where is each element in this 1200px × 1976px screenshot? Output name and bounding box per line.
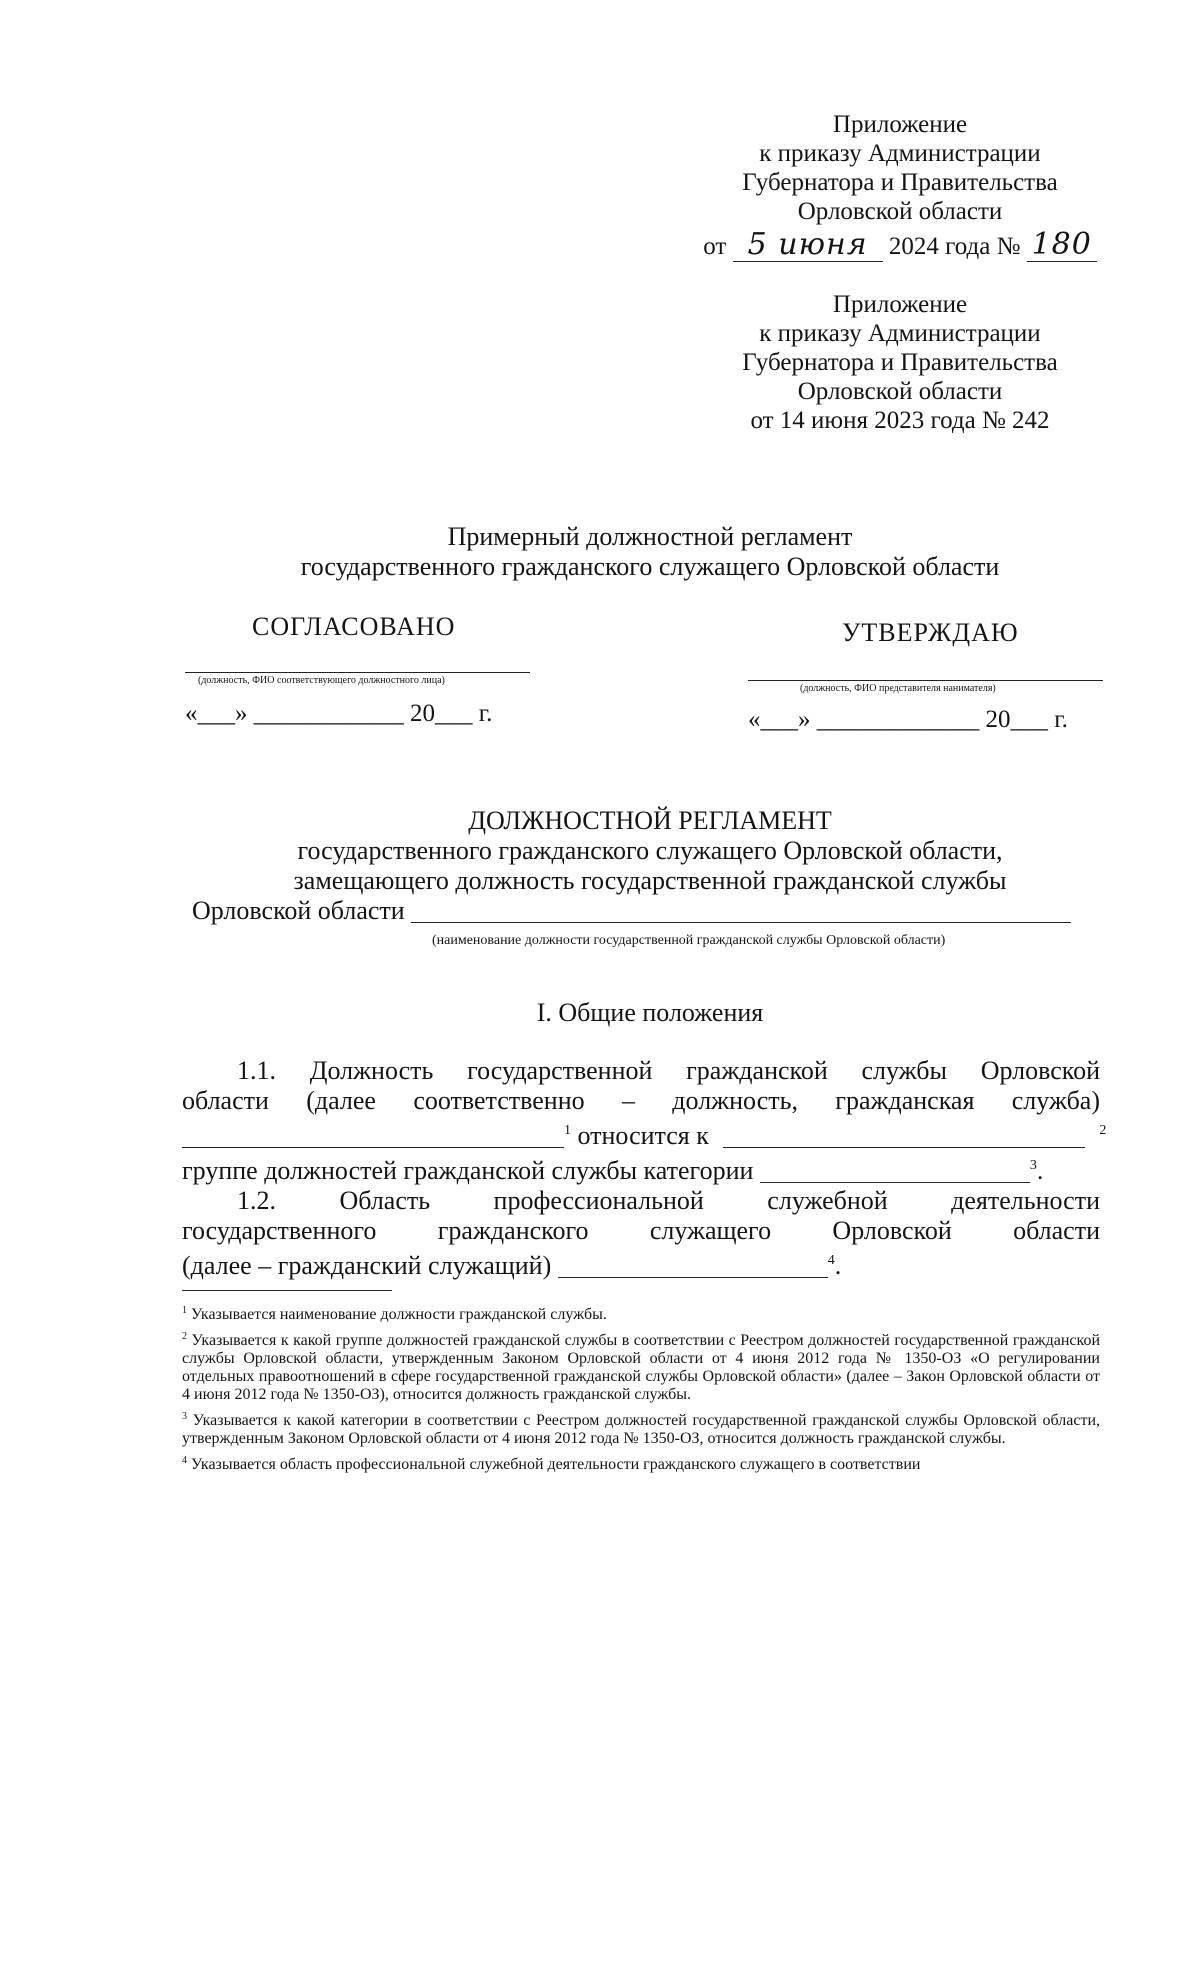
footnote-4-text: Указывается область профессиональной служебной деятельности гражданского служащего в соответствии: [191, 1456, 921, 1473]
reglament-title: ДОЛЖНОСТНОЙ РЕГЛАМЕНТ: [468, 806, 832, 835]
reglament-line1: государственного гражданского служащего Орловской области,: [297, 836, 1003, 865]
footnote-3-num: 3: [182, 1411, 187, 1422]
footnote-ref-2: 2: [1099, 1123, 1107, 1138]
reglament-line3-prefix: Орловской области: [192, 896, 405, 925]
signed-date: 5 июня: [747, 227, 868, 262]
footnote-separator: [182, 1290, 392, 1291]
footnote-1-num: 1: [182, 1305, 187, 1316]
position-caption: (наименование должности государственной гражданской службы Орловской области): [432, 933, 946, 948]
footnote-2: [182, 1328, 1100, 1404]
handwritten-number: [1027, 227, 1097, 262]
appendix-old-line3: Губернатора и Правительства: [742, 349, 1058, 376]
footnote-2-text: Указывается к какой группе должностей гражданской службы в соответствии с Реестром должностей государственной гражданской службы Орловской области, утвержденным Законом Орловской области от 4 июня 2012 года № 1350-ОЗ «О регулировании отдельных правоотношений в сфере государственной гражданской службы Орловской области» (далее – Закон Орловской области от 4 июня 2012 года № 1350-ОЗ), относится должность гражданской службы.: [182, 1332, 1100, 1403]
footnote-ref-4: 4: [827, 1253, 835, 1268]
p1-row3: [182, 1116, 1107, 1151]
p2-row3-text: (далее – гражданский служащий): [182, 1251, 552, 1280]
appendix-new-block: [640, 110, 1160, 262]
agreed-signature-line: [185, 672, 530, 673]
signed-number: 180: [1031, 227, 1092, 262]
doc-title-line1: Примерный должностной регламент: [447, 522, 853, 551]
section-body: [182, 1056, 1107, 1281]
p2-row3: (далее – гражданский служащий) $^4$.: [182, 1251, 842, 1280]
footnote-1: [182, 1302, 1100, 1324]
footnote-4: [182, 1452, 1100, 1474]
reglament-block: [50, 806, 1200, 896]
agreed-date-line: «___» ____________ 20___ г.: [185, 700, 493, 727]
agreed-heading: СОГЛАСОВАНО: [252, 612, 456, 641]
handwritten-date: [733, 227, 883, 262]
p1-row4: группе должностей гражданской службы категории $^3$.: [182, 1156, 1044, 1185]
p1-row1: 1.1. Должность государственной гражданской службы Орловской: [237, 1056, 1100, 1085]
doc-title: [50, 522, 1200, 582]
appendix-old-line1: Приложение: [832, 291, 968, 318]
appendix-old-line2: к приказу Администрации: [759, 320, 1041, 347]
section-heading: I. Общие положения: [536, 998, 764, 1027]
footnote-ref-1: 1: [564, 1123, 571, 1138]
group-blank: [723, 1125, 1085, 1148]
category-blank: [760, 1160, 1030, 1183]
p1-row3-mid: относится к: [577, 1121, 709, 1150]
footnote-2-num: 2: [182, 1331, 187, 1342]
appendix-old-line5: от 14 июня 2023 года № 242: [750, 407, 1050, 434]
p2-row2: государственного гражданского служащего Орловской области: [182, 1216, 1100, 1245]
date-prefix: от: [703, 233, 727, 260]
p1-row2: области (далее соответственно – должность, гражданская служба): [182, 1086, 1100, 1115]
appendix-new-date-line: [640, 227, 1160, 262]
approve-heading: УТВЕРЖДАЮ: [842, 618, 1019, 647]
approve-caption: (должность, ФИО представителя нанимателя): [800, 683, 996, 694]
activity-area-blank: [558, 1255, 828, 1278]
footnotes-block: [182, 1302, 1100, 1478]
p1-row4-text: группе должностей гражданской службы категории: [182, 1156, 754, 1185]
approve-signature-line: [748, 680, 1103, 681]
appendix-old-block: [640, 290, 1160, 435]
position-name-blank: [411, 900, 1071, 923]
appendix-new-line3: Губернатора и Правительства: [742, 169, 1058, 196]
footnote-ref-3: 3: [1029, 1158, 1037, 1173]
appendix-new-line1: Приложение: [832, 111, 968, 138]
position-blank-1: [182, 1125, 564, 1148]
footnote-4-num: 4: [182, 1455, 187, 1466]
reglament-line3: [192, 896, 1071, 926]
agreed-caption: (должность, ФИО соответствующего должностного лица): [198, 675, 445, 686]
doc-title-line2: государственного гражданского служащего Орловской области: [300, 552, 1000, 581]
footnote-3: [182, 1408, 1100, 1448]
p2-row1: 1.2. Область профессиональной служебной деятельности: [237, 1186, 1100, 1215]
appendix-new-line4: Орловской области: [797, 198, 1003, 225]
appendix-new-line2: к приказу Администрации: [759, 140, 1041, 167]
footnote-3-text: Указывается к какой категории в соответствии с Реестром должностей государственной гражданской службы Орловской области, утвержденным Законом Орловской области от 4 июня 2012 года № 1350-ОЗ, относится должность гражданской службы.: [182, 1412, 1101, 1447]
footnote-1-text: Указывается наименование должности гражданской службы.: [191, 1306, 607, 1323]
reglament-line2: замещающего должность государственной гражданской службы: [293, 866, 1007, 895]
year-text: 2024 года №: [888, 233, 1021, 260]
appendix-old-line4: Орловской области: [797, 378, 1003, 405]
approve-date-line: «___» _____________ 20___ г.: [748, 706, 1068, 733]
